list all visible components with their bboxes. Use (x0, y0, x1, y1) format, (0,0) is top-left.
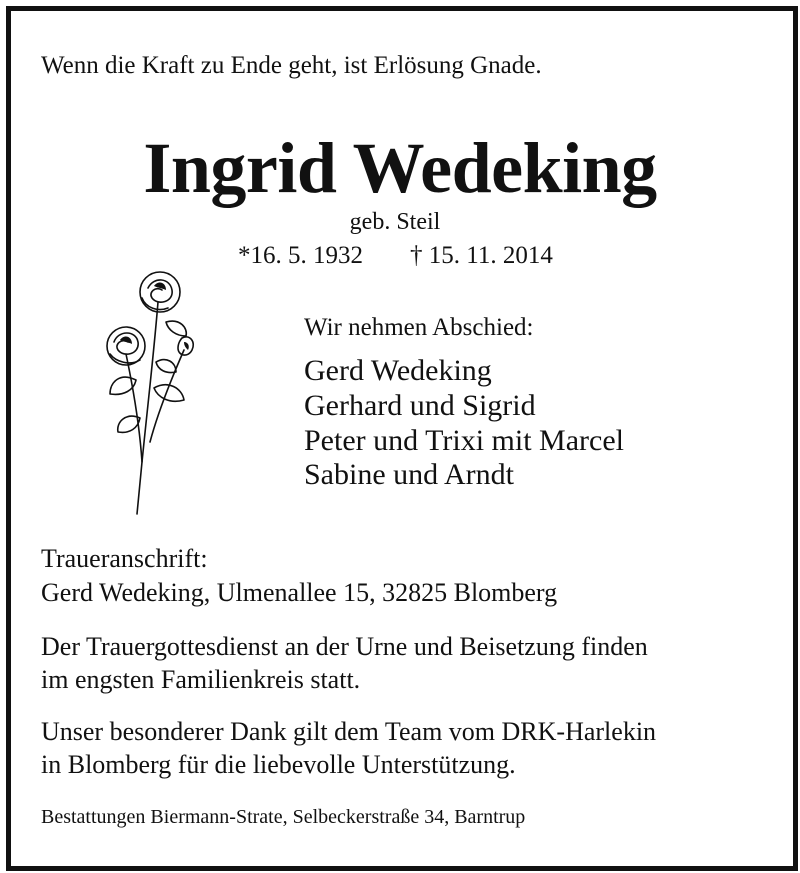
motto: Wenn die Kraft zu Ende geht, ist Erlösung Gnade. (41, 52, 542, 79)
service-line: im engsten Familienkreis statt. (41, 665, 361, 694)
thanks-line: Unser besonderer Dank gilt dem Team vom DRK-Harlekin (41, 717, 657, 746)
death-date: † 15. 11. 2014 (410, 242, 553, 269)
mourner-name: Gerd Wedeking (304, 354, 492, 387)
funeral-home: Bestattungen Biermann-Strate, Selbeckerstraße 34, Barntrup (41, 806, 526, 828)
mourner-name: Gerhard und Sigrid (304, 389, 536, 422)
thanks-line: in Blomberg für die liebevolle Unterstützung. (41, 750, 516, 779)
address-line: Gerd Wedeking, Ulmenallee 15, 32825 Blomberg (41, 578, 558, 607)
mourner-name: Sabine und Arndt (304, 458, 514, 491)
deceased-name: Ingrid Wedeking (143, 128, 657, 208)
address-label: Traueranschrift: (41, 544, 208, 573)
service-line: Der Trauergottesdienst an der Urne und Beisetzung finden (41, 632, 648, 661)
birth-name: geb. Steil (349, 209, 441, 235)
birth-date: *16. 5. 1932 (238, 242, 363, 269)
mourner-name: Peter und Trixi mit Marcel (304, 424, 624, 457)
rose-icon (96, 262, 216, 518)
farewell-intro: Wir nehmen Abschied: (304, 314, 534, 341)
